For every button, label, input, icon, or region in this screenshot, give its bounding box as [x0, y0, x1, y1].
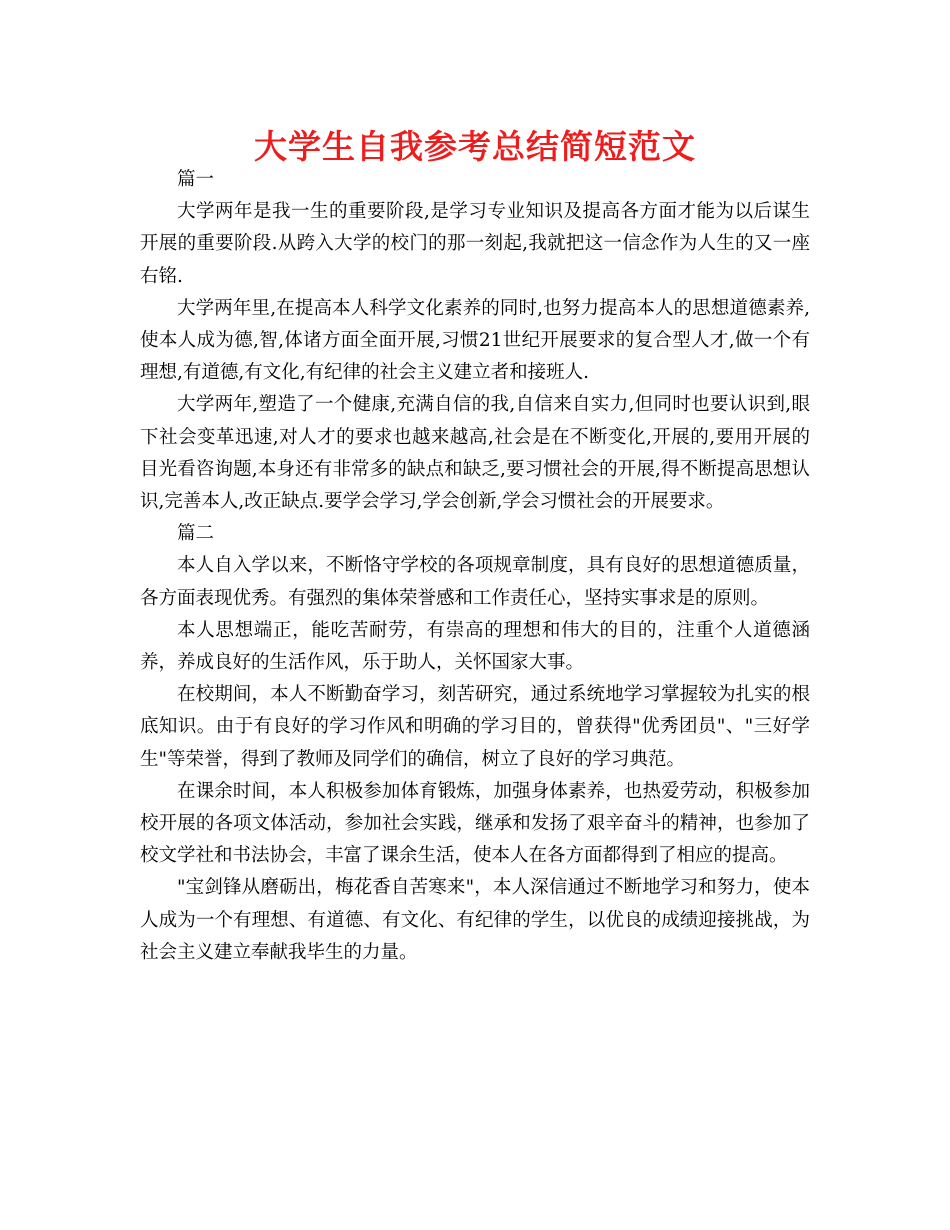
paragraph: 在校期间，本人不断勤奋学习，刻苦研究，通过系统地学习掌握较为扎实的根底知识。由于有良好的学习作风和明确的学习目的，曾获得"优秀团员"、"三好学生"等荣誉，得到了教师及同学们的确信，树立了良好的学习典范。 — [140, 684, 810, 770]
paragraph: 本人自入学以来，不断恪守学校的各项规章制度，具有良好的思想道德质量，各方面表现优秀。有强烈的集体荣誉感和工作责任心，坚持实事求是的原则。 — [140, 555, 810, 609]
document-title: 大学生自我参考总结简短范文 — [254, 127, 696, 166]
document-body — [140, 164, 810, 969]
paragraph: 本人思想端正，能吃苦耐劳，有崇高的理想和伟大的目的，注重个人道德涵养，养成良好的生活作风，乐于助人，关怀国家大事。 — [140, 619, 810, 674]
paragraph: "宝剑锋从磨砺出，梅花香自苦寒来"，本人深信通过不断地学习和努力，使本人成为一个有理想、有道德、有文化、有纪律的学生，以优良的成绩迎接挑战，为社会主义建立奉献我毕生的力量。 — [140, 877, 810, 963]
paragraph: 大学两年是我一生的重要阶段,是学习专业知识及提高各方面才能为以后谋生开展的重要阶段.从跨入大学的校门的那一刻起,我就把这一信念作为人生的又一座右铭. — [140, 201, 810, 287]
section-heading-1: 篇一 — [177, 169, 215, 190]
paragraph: 大学两年,塑造了一个健康,充满自信的我,自信来自实力,但同时也要认识到,眼下社会变革迅速,对人才的要求也越来越高,社会是在不断变化,开展的,要用开展的目光看咨询题,本身还有非常多的缺点和缺乏,要习惯社会的开展,得不断提高思想认识,完善本人,改正缺点.要学会学习,学会创新,学会习惯社会的开展要求。 — [140, 394, 810, 513]
paragraph: 在课余时间，本人积极参加体育锻炼，加强身体素养，也热爱劳动，积极参加校开展的各项文体活动，参加社会实践，继承和发扬了艰辛奋斗的精神，也参加了校文学社和书法协会，丰富了课余生活，使本人在各方面都得到了相应的提高。 — [140, 780, 810, 867]
paragraph: 大学两年里,在提高本人科学文化素养的同时,也努力提高本人的思想道德素养,使本人成为德,智,体诸方面全面开展,习惯21世纪开展要求的复合型人才,做一个有理想,有道德,有文化,有纪律的社会主义建立者和接班人. — [140, 297, 810, 384]
section-heading-2: 篇二 — [177, 523, 215, 545]
